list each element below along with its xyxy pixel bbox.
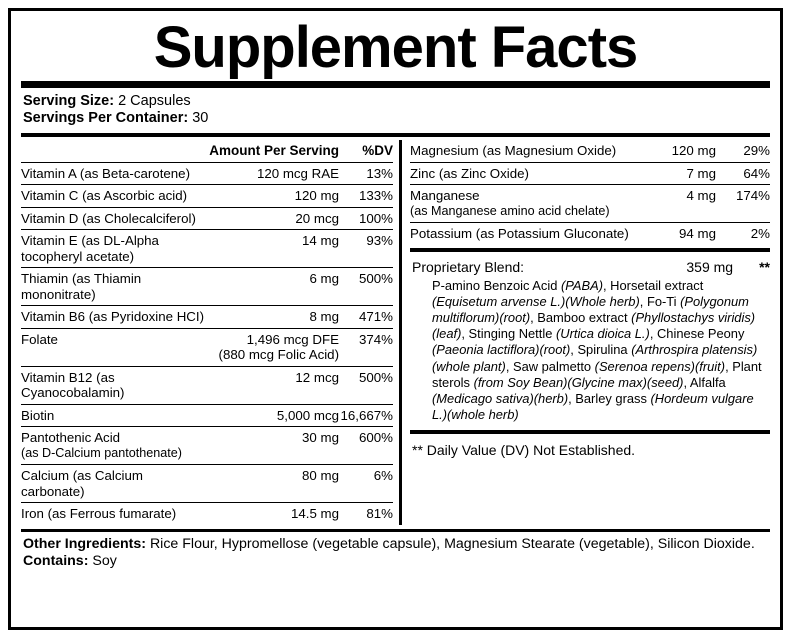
servings-per-container-row [23,110,770,127]
serving-size-row [23,93,770,110]
nutrient-name: Vitamin B12 (as Cyanocobalamin) [21,366,209,404]
nutrient-name: Vitamin E (as DL-Alpha tocopheryl acetate) [21,230,209,268]
blend-name: Proprietary Blend: [412,258,525,275]
left-nutrient-table [21,140,393,525]
nutrient-amount: 12 mcg [209,366,339,404]
other-ingredients-label: Other Ingredients: [23,535,146,552]
table-row [21,207,393,230]
divider-med-blend [410,248,770,252]
table-row [410,185,770,223]
nutrient-dv: 600% [339,427,393,465]
nutrient-name-secondary: (as Manganese amino acid chelate) [410,203,610,218]
nutrient-dv: 16,667% [339,404,393,427]
page-title: Supplement Facts [153,15,638,80]
nutrient-dv: 500% [339,366,393,404]
nutrient-dv: 64% [716,162,770,185]
nutrient-name: Vitamin B6 (as Pyridoxine HCI) [21,306,209,329]
nutrient-name-primary: Pantothenic Acid [21,430,121,445]
nutrient-name [21,427,209,465]
divider-med-1 [21,133,770,137]
divider-med-footnote [410,430,770,434]
nutrient-amount: 8 mg [209,306,339,329]
nutrient-amount-secondary: (880 mcg Folic Acid) [218,347,339,362]
table-row [21,465,393,503]
table-row [21,404,393,427]
nutrient-amount: 14.5 mg [209,503,339,525]
table-row [21,366,393,404]
nutrient-name: Iron (as Ferrous fumarate) [21,503,209,525]
nutrient-name: Vitamin C (as Ascorbic acid) [21,185,209,208]
table-row [21,162,393,185]
nutrient-amount: 4 mg [664,185,716,223]
header-dv: %DV [362,143,393,158]
nutrient-dv: 374% [339,328,393,366]
blend-dv: ** [759,258,770,275]
nutrient-amount: 14 mg [209,230,339,268]
nutrient-amount: 6 mg [209,268,339,306]
nutrient-amount: 20 mcg [209,207,339,230]
nutrient-dv: 174% [716,185,770,223]
nutrient-amount [209,328,339,366]
nutrient-name: Zinc (as Zinc Oxide) [410,162,664,185]
table-row [410,223,770,245]
table-row [21,230,393,268]
nutrient-dv: 29% [743,143,770,158]
nutrient-name: Magnesium (as Magnesium Oxide) [410,143,617,158]
blend-amount: 359 mg [686,258,734,275]
divider-thick-top [21,81,770,88]
nutrient-name: Vitamin D (as Cholecalciferol) [21,207,209,230]
nutrient-name: Biotin [21,404,209,427]
nutrient-amount: 120 mg [209,185,339,208]
serving-info [21,92,770,130]
table-row [21,427,393,465]
nutrient-amount: 94 mg [664,223,716,245]
nutrient-amount: 7 mg [664,162,716,185]
table-row [21,268,393,306]
left-column [21,140,399,525]
nutrient-dv: 2% [716,223,770,245]
proprietary-blend-header [410,255,770,278]
nutrient-name: Calcium (as Calcium carbonate) [21,465,209,503]
table-row [410,140,770,162]
nutrient-dv: 81% [339,503,393,525]
table-row [21,185,393,208]
other-ingredients-block [21,532,770,571]
nutrient-name: Vitamin A (as Beta-carotene) [21,162,209,185]
other-ingredients-row [23,536,768,554]
nutrient-amount-primary: 1,496 mcg DFE [246,331,339,347]
contains-label: Contains: [23,553,89,569]
servings-per-container-value: 30 [192,110,209,126]
nutrient-dv: 13% [339,162,393,185]
nutrient-name: Folate [21,328,209,366]
nutrient-amount: 120 mg [671,143,716,158]
nutrient-name: Potassium (as Potassium Gluconate) [410,223,664,245]
table-row [410,162,770,185]
nutrient-dv: 133% [339,185,393,208]
nutrient-amount: 80 mg [209,465,339,503]
header-blank [21,140,209,162]
table-row [21,306,393,329]
other-ingredients-value: Rice Flour, Hypromellose (vegetable capsule), Magnesium Stearate (vegetable), Silicon Dioxide. [149,535,755,552]
table-header-row [21,140,393,162]
contains-value: Soy [92,553,117,569]
nutrient-dv: 93% [339,230,393,268]
nutrient-name-primary: Manganese [410,188,480,203]
nutrient-dv: 100% [339,207,393,230]
nutrient-dv: 500% [339,268,393,306]
table-row [21,328,393,366]
dv-footnote: ** Daily Value (DV) Not Established. [412,442,636,459]
nutrient-name-secondary: (as D-Calcium pantothenate) [21,445,182,460]
blend-ingredients: P-amino Benzoic Acid (PABA), Horsetail extract (Equisetum arvense L.)(Whole herb), Fo-Ti (Polygonum multiflorum)(root), Bamboo extract (Phyllostachys viridis)(leaf), Stinging Nettle (Urtica dioica L.), Chinese Peony (Paeonia lactiflora)(root), Spirulina (Arthrospira platensis)(whole plant), Saw palmetto (Serenoa repens)(fruit), Plant sterols (from Soy Bean)(Glycine max)(seed), Alfalfa (Medicago sativa)(herb), Barley grass (Hordeum vulgare L.)(whole herb) [432,277,762,423]
table-row [21,503,393,525]
nutrient-dv: 471% [339,306,393,329]
nutrient-dv: 6% [339,465,393,503]
serving-size-value: 2 Capsules [118,93,191,109]
contains-row [23,553,768,571]
servings-per-container-label: Servings Per Container: [23,110,189,126]
nutrient-name: Thiamin (as Thiamin mononitrate) [21,268,209,306]
nutrition-columns [21,140,770,525]
nutrient-amount: 30 mg [209,427,339,465]
nutrient-amount: 5,000 mcg [209,404,339,427]
nutrient-name [410,185,664,223]
right-column [410,140,770,525]
label-frame [8,8,783,630]
column-divider [399,140,402,525]
right-nutrient-table [410,140,770,245]
serving-size-label: Serving Size: [23,93,115,109]
nutrient-amount: 120 mcg RAE [209,162,339,185]
header-amount: Amount Per Serving [209,143,339,158]
